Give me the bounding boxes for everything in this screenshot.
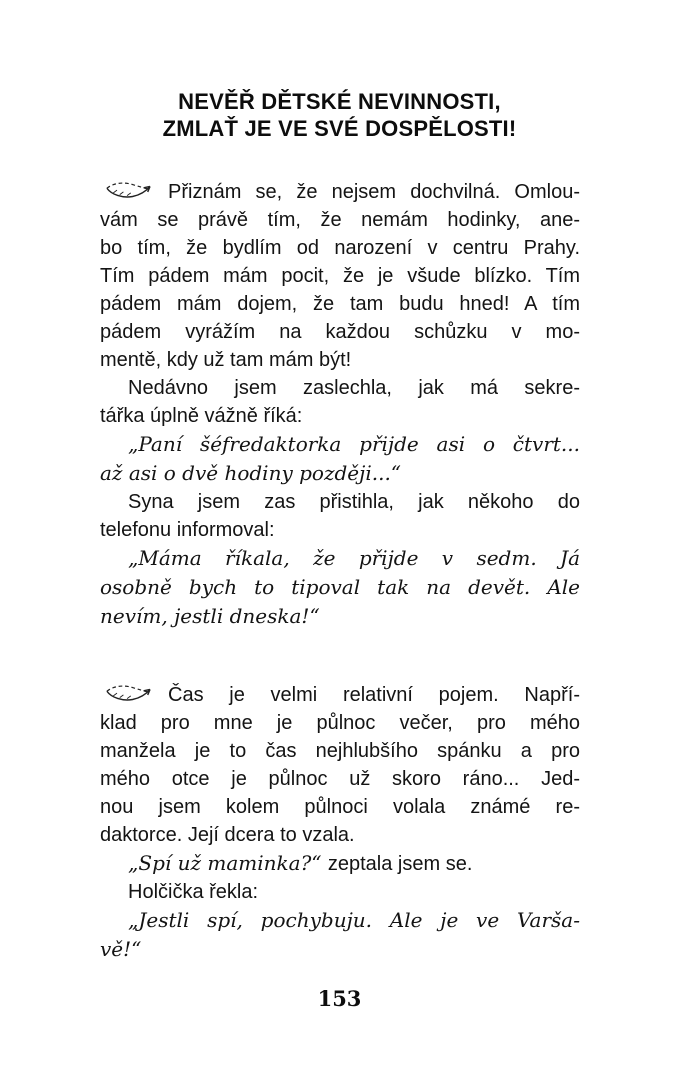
body-text: vám se právě tím, že nemám hodinky, ane-	[100, 209, 580, 231]
page-number: 153	[317, 986, 362, 1011]
text-line	[100, 290, 580, 318]
body-text: pádem mám dojem, že tam budu hned! A tím	[100, 293, 580, 315]
body-text: klad pro mne je půlnoc večer, pro mého	[100, 712, 580, 734]
text-line	[100, 849, 580, 878]
body-text: nou jsem kolem půlnoci volala známé re-	[100, 796, 580, 818]
text-line	[100, 318, 580, 346]
text-line	[100, 544, 580, 573]
quoted-speech: „Paní šéfredaktorka přijde asi o čtvrt...	[128, 432, 580, 456]
text-line	[100, 374, 580, 402]
paragraph	[100, 178, 580, 374]
body-text: manžela je to čas nejhlubšího spánku a pro	[100, 740, 580, 762]
text-line	[100, 402, 580, 430]
quoted-speech: vě!“	[100, 937, 142, 961]
text-line	[100, 430, 580, 459]
text-line	[100, 516, 580, 544]
quoted-speech: nevím, jestli dneska!“	[100, 604, 320, 628]
body-text: Tím pádem mám pocit, že je všude blízko. Tím	[100, 265, 580, 287]
text-line	[100, 488, 580, 516]
quoted-speech: „Spí už maminka?“	[128, 851, 328, 875]
body-text: zeptala jsem se.	[327, 853, 473, 875]
paragraph	[100, 430, 580, 488]
body-text: mentě, kdy už tam mám být!	[100, 349, 352, 371]
paragraph	[100, 488, 580, 544]
text-line	[100, 234, 580, 262]
text-line	[100, 878, 580, 906]
body-text: Přiznám se, že nejsem dochvilná. Omlou-	[168, 181, 580, 203]
text-line	[100, 178, 580, 206]
chapter-title-line-1: NEVĚŘ DĚTSKÉ NEVINNOSTI,	[178, 89, 501, 114]
paragraph	[100, 374, 580, 430]
quill-arrow-icon	[100, 683, 156, 705]
text-line	[100, 821, 580, 849]
body-text: pádem vyrážím na každou schůzku v mo-	[100, 321, 580, 343]
quoted-speech: „Jestli spí, pochybuju. Ale je ve Varša-	[128, 908, 580, 932]
text-line	[100, 262, 580, 290]
body-text: tářka úplně vážně říká:	[100, 405, 303, 427]
paragraph	[100, 544, 580, 631]
body-text: daktorce. Její dcera to vzala.	[100, 824, 355, 846]
paragraph	[100, 681, 580, 849]
text-line	[100, 346, 580, 374]
text-line	[100, 206, 580, 234]
body-text: Nedávno jsem zaslechla, jak má sekre-	[128, 377, 580, 399]
text-line	[100, 459, 580, 488]
body-text: telefonu informoval:	[100, 519, 275, 541]
paragraph	[100, 878, 580, 906]
text-line	[100, 935, 580, 964]
text-line	[100, 573, 580, 602]
paragraph	[100, 906, 580, 964]
text-line	[100, 906, 580, 935]
quill-arrow-icon	[100, 180, 156, 202]
quoted-speech: „Máma říkala, že přijde v sedm. Já	[128, 546, 580, 570]
body-text: bo tím, že bydlím od narození v centru Prahy.	[100, 237, 580, 259]
body-text: Čas je velmi relativní pojem. Napří-	[168, 684, 580, 706]
text-line	[100, 602, 580, 631]
text-content	[100, 178, 580, 964]
body-text: Syna jsem zas přistihla, jak někoho do	[128, 491, 580, 513]
chapter-title-line-2: ZMLAŤ JE VE SVÉ DOSPĚLOSTI!	[162, 116, 517, 141]
quoted-speech: až asi o dvě hodiny později...“	[100, 461, 402, 485]
body-text: mého otce je půlnoc už skoro ráno... Jed-	[100, 768, 580, 790]
text-line	[100, 737, 580, 765]
quoted-speech: osobně bych to tipoval tak na devět. Ale	[100, 575, 580, 599]
chapter-title	[0, 88, 679, 142]
paragraph	[100, 849, 580, 878]
text-line	[100, 793, 580, 821]
text-line	[100, 681, 580, 709]
text-line	[100, 709, 580, 737]
body-text: Holčička řekla:	[128, 881, 259, 903]
text-line	[100, 765, 580, 793]
